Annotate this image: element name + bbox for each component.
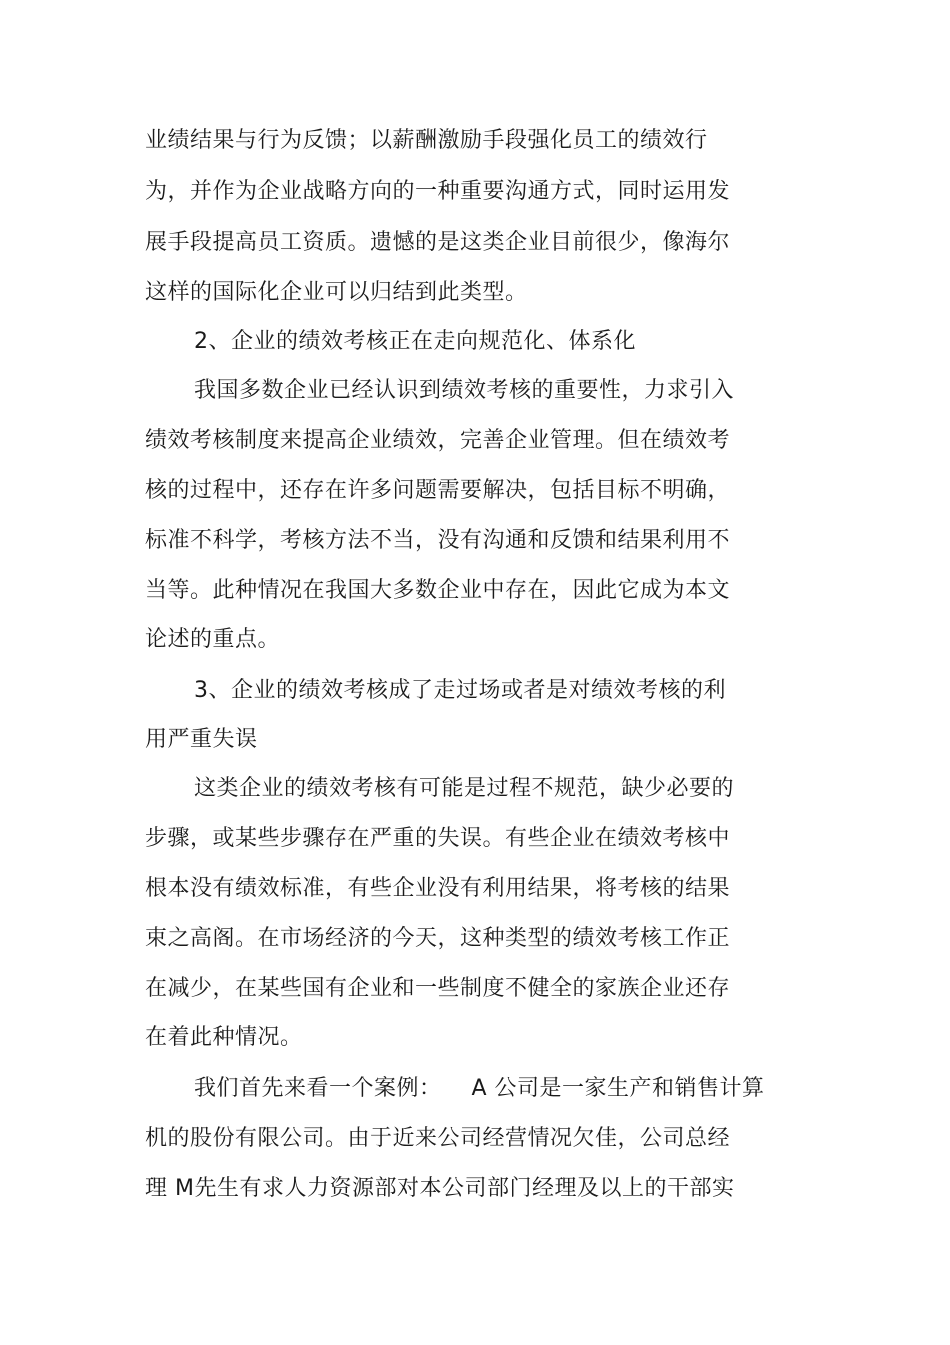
paragraph-line: 为，并作为企业战略方向的一种重要沟通方式，同时运用发 (145, 179, 731, 204)
paragraph-line: 这类企业的绩效考核有可能是过程不规范，缺少必要的 (194, 776, 735, 801)
paragraph-line: 核的过程中，还存在许多问题需要解决，包括目标不明确， (145, 478, 731, 503)
paragraph-line: 步骤，或某些步骤存在严重的失误。有些企业在绩效考核中 (145, 826, 731, 851)
paragraph-line: 标准不科学，考核方法不当，没有沟通和反馈和结果利用不 (145, 528, 731, 553)
paragraph-line: 业绩结果与行为反馈；以薪酬激励手段强化员工的绩效行 (145, 128, 708, 153)
paragraph-line: 根本没有绩效标准，有些企业没有利用结果，将考核的结果 (145, 876, 731, 901)
paragraph-line: 绩效考核制度来提高企业绩效，完善企业管理。但在绩效考 (145, 428, 731, 453)
heading-line: 用严重失误 (145, 727, 258, 752)
paragraph-line: 我国多数企业已经认识到绩效考核的重要性，力求引入 (194, 378, 735, 403)
heading-line: 3、企业的绩效考核成了走过场或者是对绩效考核的利 (194, 678, 726, 703)
paragraph-line: 这样的国际化企业可以归结到此类型。 (145, 280, 528, 305)
paragraph-line: 我们首先来看一个案例： A 公司是一家生产和销售计算 (194, 1076, 765, 1101)
paragraph-line: 理 M先生有求人力资源部对本公司部门经理及以上的干部实 (145, 1176, 735, 1201)
paragraph-line: 当等。此种情况在我国大多数企业中存在，因此它成为本文 (145, 578, 731, 603)
paragraph-line: 在着此种情况。 (145, 1025, 303, 1050)
heading-line: 2、企业的绩效考核正在走向规范化、体系化 (194, 329, 636, 354)
paragraph-line: 在减少，在某些国有企业和一些制度不健全的家族企业还存 (145, 976, 731, 1001)
paragraph-line: 束之高阁。在市场经济的今天，这种类型的绩效考核工作正 (145, 926, 731, 951)
paragraph-line: 展手段提高员工资质。遗憾的是这类企业目前很少，像海尔 (145, 230, 731, 255)
paragraph-line: 论述的重点。 (145, 627, 281, 652)
paragraph-line: 机的股份有限公司。由于近来公司经营情况欠佳，公司总经 (145, 1126, 731, 1151)
